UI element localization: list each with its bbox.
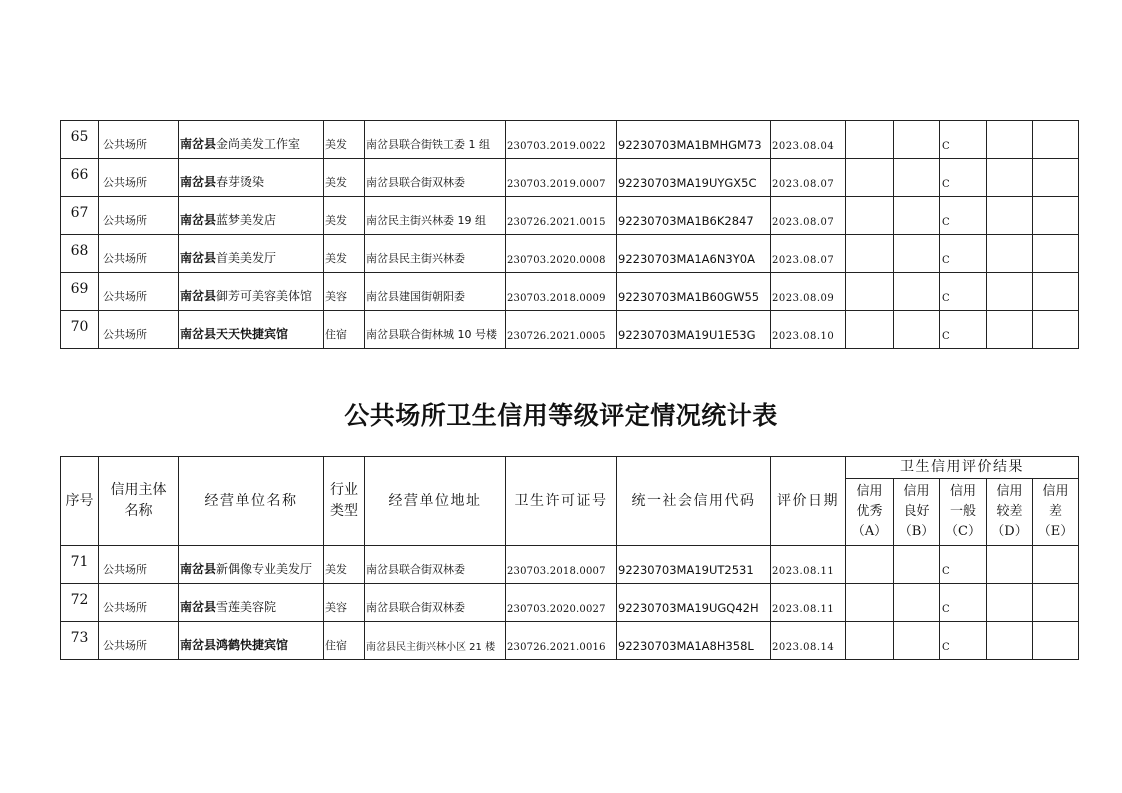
row-seq: 67 <box>61 197 99 235</box>
header-grade-line: 信用 <box>856 484 883 499</box>
row-credit-code: 92230703MA19U1E53G <box>617 311 771 349</box>
row-grade-d <box>987 584 1033 622</box>
row-industry: 住宿 <box>324 311 365 349</box>
row-unit-name-rest: 春芽烫染 <box>216 175 265 189</box>
row-unit-name-prefix: 南岔县 <box>180 213 217 227</box>
header-industry <box>324 457 365 546</box>
row-unit-name <box>179 159 324 197</box>
row-unit-name-rest: 鸿鹤快捷宾馆 <box>216 638 289 652</box>
row-credit-code: 92230703MA1B6K2847 <box>617 197 771 235</box>
row-seq: 71 <box>61 546 99 584</box>
row-credit-code: 92230703MA1A8H358L <box>617 622 771 660</box>
row-grade-a <box>846 546 894 584</box>
row-grade-e <box>1033 546 1079 584</box>
table-row <box>61 622 1079 660</box>
row-eval-date: 2023.08.11 <box>771 584 846 622</box>
row-subject: 公共场所 <box>99 197 179 235</box>
row-eval-date: 2023.08.07 <box>771 197 846 235</box>
table-row <box>61 235 1079 273</box>
header-subject <box>99 457 179 546</box>
row-grade-a <box>846 197 894 235</box>
row-seq: 69 <box>61 273 99 311</box>
table-row <box>61 197 1079 235</box>
rating-table <box>60 456 1079 660</box>
row-grade-b <box>894 622 940 660</box>
row-grade-a <box>846 311 894 349</box>
row-unit-name-prefix: 南岔县 <box>180 251 217 265</box>
row-address: 南岔县联合街双林委 <box>365 159 506 197</box>
row-grade-b <box>894 121 940 159</box>
header-unit-name: 经营单位名称 <box>179 457 324 546</box>
row-address: 南岔县联合街双林委 <box>365 584 506 622</box>
header-grade-line: （C） <box>945 524 981 539</box>
row-grade-c: C <box>940 273 987 311</box>
header-grade-line: 差 <box>1048 504 1062 519</box>
row-license: 230726.2021.0015 <box>506 197 617 235</box>
row-grade-a <box>846 159 894 197</box>
row-grade-c: C <box>940 584 987 622</box>
header-industry-line1: 行业 <box>330 482 358 498</box>
table-header <box>61 457 1079 546</box>
row-unit-name-prefix: 南岔县 <box>180 562 217 576</box>
row-grade-a <box>846 584 894 622</box>
row-grade-c: C <box>940 546 987 584</box>
table-row <box>61 159 1079 197</box>
header-seq: 序号 <box>61 457 99 546</box>
row-grade-d <box>987 159 1033 197</box>
row-address: 南岔县联合街林城 10 号楼 <box>365 311 506 349</box>
row-license: 230703.2019.0022 <box>506 121 617 159</box>
header-license: 卫生许可证号 <box>506 457 617 546</box>
row-industry: 美发 <box>324 546 365 584</box>
row-subject: 公共场所 <box>99 273 179 311</box>
row-subject: 公共场所 <box>99 622 179 660</box>
row-grade-b <box>894 584 940 622</box>
table-body-top <box>61 121 1079 349</box>
table-row <box>61 546 1079 584</box>
row-address: 南岔县联合街铁工委 1 组 <box>365 121 506 159</box>
row-grade-d <box>987 197 1033 235</box>
header-grade-line: （B） <box>898 524 935 539</box>
header-eval-date: 评价日期 <box>771 457 846 546</box>
header-grade-line: 信用 <box>996 484 1023 499</box>
row-seq: 72 <box>61 584 99 622</box>
row-subject: 公共场所 <box>99 235 179 273</box>
row-industry: 美容 <box>324 584 365 622</box>
row-address: 南岔县民主街兴林委 <box>365 235 506 273</box>
header-grade-line: （E） <box>1037 524 1074 539</box>
row-address: 南岔县建国街朝阳委 <box>365 273 506 311</box>
row-subject: 公共场所 <box>99 121 179 159</box>
header-grade-line: （D） <box>991 524 1028 539</box>
row-unit-name <box>179 235 324 273</box>
row-eval-date: 2023.08.09 <box>771 273 846 311</box>
row-grade-e <box>1033 273 1079 311</box>
header-grade-line: 信用 <box>903 484 930 499</box>
row-grade-b <box>894 273 940 311</box>
row-grade-e <box>1033 121 1079 159</box>
header-address: 经营单位地址 <box>365 457 506 546</box>
row-grade-e <box>1033 622 1079 660</box>
row-industry: 美发 <box>324 197 365 235</box>
table-row <box>61 584 1079 622</box>
header-grade-line: 较差 <box>996 504 1023 519</box>
row-license: 230703.2018.0009 <box>506 273 617 311</box>
row-license: 230726.2021.0016 <box>506 622 617 660</box>
row-seq: 70 <box>61 311 99 349</box>
row-address: 南岔县联合街双林委 <box>365 546 506 584</box>
header-grade-c <box>940 479 987 546</box>
row-grade-c: C <box>940 235 987 273</box>
header-industry-line2: 类型 <box>330 503 358 519</box>
row-grade-a <box>846 273 894 311</box>
header-result-group: 卫生信用评价结果 <box>846 457 1079 479</box>
row-unit-name-rest: 御芳可美容美体馆 <box>216 289 313 303</box>
row-grade-c: C <box>940 159 987 197</box>
row-grade-e <box>1033 197 1079 235</box>
row-eval-date: 2023.08.14 <box>771 622 846 660</box>
row-address: 南岔民主街兴林委 19 组 <box>365 197 506 235</box>
row-unit-name <box>179 121 324 159</box>
row-grade-d <box>987 622 1033 660</box>
header-grade-e <box>1033 479 1079 546</box>
row-grade-c: C <box>940 622 987 660</box>
row-license: 230703.2020.0027 <box>506 584 617 622</box>
header-grade-line: 信用 <box>1042 484 1069 499</box>
row-license: 230703.2019.0007 <box>506 159 617 197</box>
row-grade-b <box>894 197 940 235</box>
row-industry: 美容 <box>324 273 365 311</box>
row-industry: 美发 <box>324 235 365 273</box>
table-row <box>61 273 1079 311</box>
row-grade-e <box>1033 159 1079 197</box>
row-grade-b <box>894 546 940 584</box>
row-unit-name-rest: 首美美发厅 <box>216 251 277 265</box>
row-grade-e <box>1033 235 1079 273</box>
row-grade-e <box>1033 584 1079 622</box>
row-unit-name-rest: 雪莲美容院 <box>216 600 277 614</box>
row-eval-date: 2023.08.11 <box>771 546 846 584</box>
row-credit-code: 92230703MA1A6N3Y0A <box>617 235 771 273</box>
row-seq: 68 <box>61 235 99 273</box>
row-seq: 73 <box>61 622 99 660</box>
row-subject: 公共场所 <box>99 546 179 584</box>
row-industry: 住宿 <box>324 622 365 660</box>
row-unit-name-prefix: 南岔县 <box>180 638 217 652</box>
row-credit-code: 92230703MA19UYGX5C <box>617 159 771 197</box>
row-unit-name <box>179 584 324 622</box>
row-credit-code: 92230703MA1BMHGM73 <box>617 121 771 159</box>
row-unit-name-rest: 蓝梦美发店 <box>216 213 277 227</box>
header-grade-a <box>846 479 894 546</box>
row-credit-code: 92230703MA1B60GW55 <box>617 273 771 311</box>
header-grade-line: （A） <box>851 524 888 539</box>
row-address: 南岔县民主街兴林小区 21 楼 <box>365 622 506 660</box>
row-eval-date: 2023.08.04 <box>771 121 846 159</box>
row-grade-d <box>987 546 1033 584</box>
table-body-bottom <box>61 546 1079 660</box>
row-unit-name-rest: 天天快捷宾馆 <box>216 327 289 341</box>
row-subject: 公共场所 <box>99 584 179 622</box>
row-grade-b <box>894 311 940 349</box>
row-eval-date: 2023.08.07 <box>771 235 846 273</box>
row-credit-code: 92230703MA19UT2531 <box>617 546 771 584</box>
row-license: 230703.2018.0007 <box>506 546 617 584</box>
header-subject-line1: 信用主体 <box>110 482 167 498</box>
row-unit-name <box>179 546 324 584</box>
table-row <box>61 121 1079 159</box>
row-grade-c: C <box>940 121 987 159</box>
row-grade-d <box>987 121 1033 159</box>
header-grade-line: 一般 <box>949 504 976 519</box>
row-credit-code: 92230703MA19UGQ42H <box>617 584 771 622</box>
row-unit-name-rest: 新偶像专业美发厅 <box>216 562 313 576</box>
page-title: 公共场所卫生信用等级评定情况统计表 <box>344 401 778 430</box>
header-subject-line2: 名称 <box>124 503 153 519</box>
header-grade-line: 优秀 <box>856 504 883 519</box>
row-unit-name <box>179 311 324 349</box>
header-grade-line: 良好 <box>903 504 930 519</box>
row-license: 230726.2021.0005 <box>506 311 617 349</box>
row-unit-name-prefix: 南岔县 <box>180 137 217 151</box>
row-industry: 美发 <box>324 159 365 197</box>
header-credit-code: 统一社会信用代码 <box>617 457 771 546</box>
row-unit-name-prefix: 南岔县 <box>180 289 217 303</box>
row-grade-d <box>987 311 1033 349</box>
row-unit-name-prefix: 南岔县 <box>180 600 217 614</box>
row-grade-a <box>846 121 894 159</box>
row-eval-date: 2023.08.10 <box>771 311 846 349</box>
header-grade-line: 信用 <box>949 484 976 499</box>
row-unit-name <box>179 273 324 311</box>
header-grade-d <box>987 479 1033 546</box>
row-grade-b <box>894 235 940 273</box>
row-unit-name-prefix: 南岔县 <box>180 327 217 341</box>
table-row <box>61 311 1079 349</box>
row-industry: 美发 <box>324 121 365 159</box>
row-seq: 66 <box>61 159 99 197</box>
row-grade-c: C <box>940 197 987 235</box>
rating-table-continued <box>60 120 1079 349</box>
row-grade-d <box>987 235 1033 273</box>
row-license: 230703.2020.0008 <box>506 235 617 273</box>
row-unit-name-rest: 金尚美发工作室 <box>216 137 301 151</box>
row-eval-date: 2023.08.07 <box>771 159 846 197</box>
row-unit-name-prefix: 南岔县 <box>180 175 217 189</box>
row-unit-name <box>179 197 324 235</box>
header-grade-b <box>894 479 940 546</box>
row-subject: 公共场所 <box>99 311 179 349</box>
row-subject: 公共场所 <box>99 159 179 197</box>
row-grade-d <box>987 273 1033 311</box>
row-grade-a <box>846 622 894 660</box>
row-grade-a <box>846 235 894 273</box>
row-grade-e <box>1033 311 1079 349</box>
row-unit-name <box>179 622 324 660</box>
row-grade-b <box>894 159 940 197</box>
row-seq: 65 <box>61 121 99 159</box>
row-grade-c: C <box>940 311 987 349</box>
